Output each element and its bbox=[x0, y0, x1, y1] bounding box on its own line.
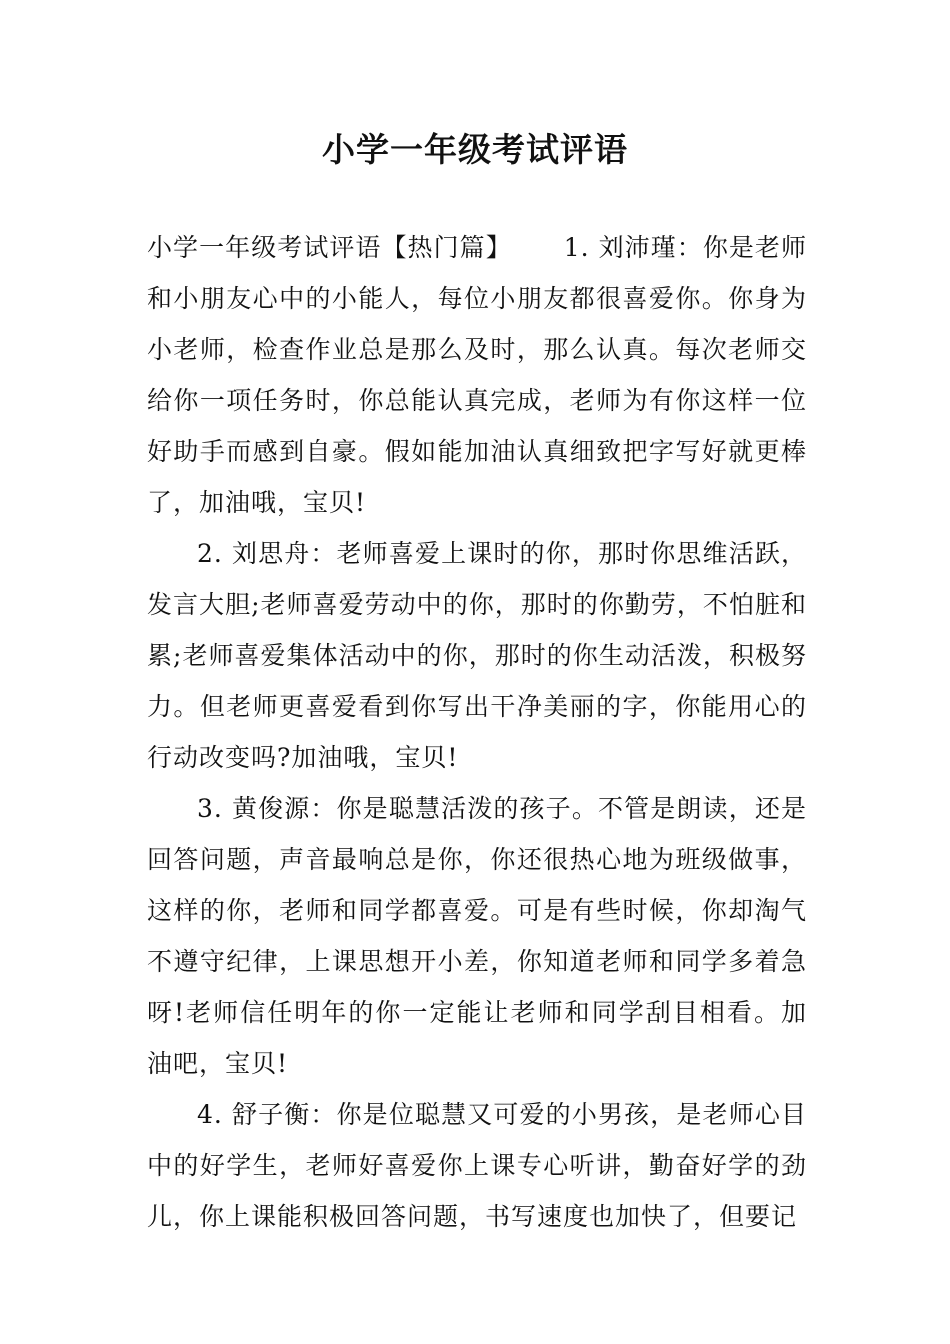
document-body bbox=[147, 222, 807, 1242]
comment-1: 1. 刘沛瑾：你是老师和小朋友心中的小能人，每位小朋友都很喜爱你。你身为小老师，检查作业总是那么及时，那么认真。每次老师交给你一项任务时，你总能认真完成，老师为有你这样一位好助手而感到自豪。假如能加油认真细致把字写好就更棒了，加油哦，宝贝! bbox=[147, 233, 807, 517]
paragraph-1 bbox=[147, 222, 807, 528]
intro-heading: 小学一年级考试评语【热门篇】 bbox=[147, 233, 512, 262]
document-title: 小学一年级考试评语 bbox=[322, 130, 628, 169]
paragraph-4: 4. 舒子衡：你是位聪慧又可爱的小男孩，是老师心目中的好学生，老师好喜爱你上课专心听讲，勤奋好学的劲儿，你上课能积极回答问题，书写速度也加快了，但要记 bbox=[147, 1100, 807, 1231]
paragraph-2: 2. 刘思舟：老师喜爱上课时的你，那时你思维活跃，发言大胆;老师喜爱劳动中的你，那时的你勤劳，不怕脏和累;老师喜爱集体活动中的你，那时的你生动活泼，积极努力。但老师更喜爱看到你写出干净美丽的字，你能用心的行动改变吗?加油哦，宝贝! bbox=[147, 539, 807, 772]
paragraph-3: 3. 黄俊源：你是聪慧活泼的孩子。不管是朗读，还是回答问题，声音最响总是你，你还很热心地为班级做事，这样的你，老师和同学都喜爱。可是有些时候，你却淘气不遵守纪律，上课思想开小差，你知道老师和同学多着急呀!老师信任明年的你一定能让老师和同学刮目相看。加油吧，宝贝! bbox=[147, 794, 807, 1078]
